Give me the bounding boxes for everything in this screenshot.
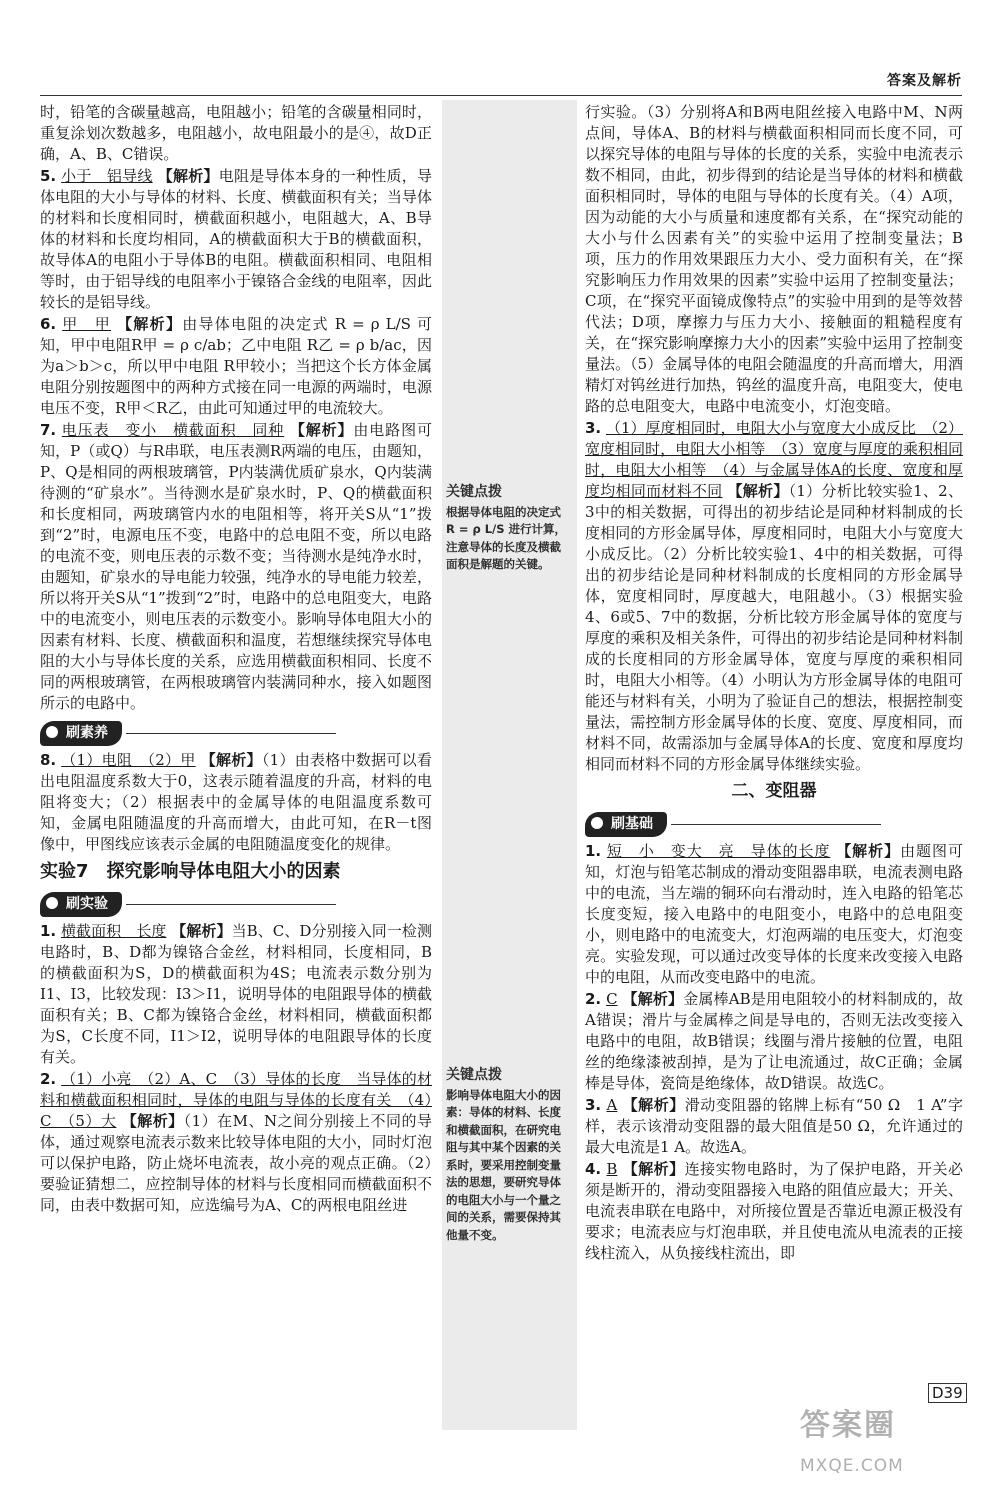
section-badge: 刷素养 <box>40 721 122 746</box>
basic-question-3 <box>585 1095 963 1158</box>
callout-title: 关键点拨 <box>446 484 502 500</box>
analysis-tag: 【解析】 <box>157 167 219 185</box>
answer: A <box>606 1096 618 1114</box>
experiment-question-1 <box>40 921 432 1068</box>
analysis-text: 金属棒AB是用电阻较小的材料制成的，故A错误；滑片与金属棒之间是导电的，否则无法改变接入电路中的电阻，故B错误；线圈与滑片接触的位置，电阻丝的绝缘漆被刮掉，是为了让电流通过，故C正确；金属棒是导体，瓷筒是绝缘体，故D错误。故选C。 <box>585 990 963 1092</box>
question-3 <box>585 418 963 775</box>
section-badge-row <box>40 715 432 750</box>
section-badge-row <box>40 886 432 921</box>
basic-question-1 <box>585 841 963 988</box>
answer: 横截面积 长度 <box>60 922 167 940</box>
analysis-tag: 【解析】 <box>117 315 183 333</box>
question-number: 1. <box>585 842 602 860</box>
watermark <box>800 1400 970 1476</box>
analysis-tag: 【解析】 <box>727 482 789 500</box>
callout-title: 关键点拨 <box>446 1067 502 1083</box>
right-column <box>585 102 963 1265</box>
paragraph: 时，铅笔的含碳量越高，电阻越小；铅笔的含碳量相同时，重复涂划次数越多，电阻越小，故电阻最小的是④，故D正确，A、B、C错误。 <box>40 103 432 163</box>
section-badge: 刷基础 <box>585 812 667 837</box>
badge-rule <box>671 824 881 825</box>
question-number: 2. <box>40 1070 57 1088</box>
answer: C <box>606 990 618 1008</box>
analysis-text: 滑动变阻器的铭牌上标有“50 Ω 1 A”字样，表示该滑动变阻器的最大阻值是50 Ω，允许通过的最大电流是1 A。故选A。 <box>585 1096 963 1156</box>
analysis-tag: 【解析】 <box>622 1160 685 1178</box>
question-number: 2. <box>585 990 602 1008</box>
answer: 甲 甲 <box>62 315 112 333</box>
page-number: D39 <box>928 1383 967 1403</box>
question-7 <box>40 420 432 714</box>
analysis-text: （1）由表格中数据可以看出电阻温度系数大于0，这表示随着温度的升高，材料的电阻将变大；（2）根据表中的金属导体的电阻温度系数可知，金属电阻随温度的升高而增大，由此可知，在R－t图像中，甲图线应该表示金属的电阻随温度变化的规律。 <box>40 751 432 853</box>
question-number: 6. <box>40 315 57 333</box>
basic-question-4 <box>585 1159 963 1264</box>
question-number: 4. <box>585 1160 602 1178</box>
paragraph: 行实验。（3）分别将A和B两电阻丝接入电路中M、N两点间，导体A、B的材料与横截面积相同而长度不同，可以探究导体的电阻与导体的长度的关系，实验中电流表示数不相同，由此，初步得到的结论是当导体的材料和横截面积相同时，导体的电阻与导体的长度有关。（4）A项，因为动能的大小与质量和速度都有关系，在“探究动能的大小与什么因素有关”的实验中运用了控制变量法；B项，压力的作用效果跟压力大小、受力面积有关，在“探究影响压力作用效果的因素”实验中运用了控制变量法；C项，在“探究平面镜成像特点”的实验中用到的是等效替代法；D项，摩擦力与压力大小、接触面的粗糙程度有关，在“探究影响摩擦力大小的因素”实验中运用了控制变量法。（5）金属导体的电阻会随温度的升高而增大，用酒精灯对钨丝进行加热，钨丝的温度升高，电阻变大，使电路的总电阻变大，电路中电流变小，灯泡变暗。 <box>585 103 963 415</box>
left-column <box>40 102 432 1217</box>
analysis-text: 电阻是导体本身的一种性质，导体电阻的大小与导体的材料、长度、横截面积有关；当导体的材料和长度相同时，横截面积越小，电阻越大，A、B导体的材料和长度均相同，A的横截面积大于B的横截面积，故导体A的电阻小于导体B的电阻。横截面积相同、电阻相等时，由于铝导线的电阻率小于镍铬合金线的电阻率，因此较长的是铝导线。 <box>40 167 432 311</box>
answer: 短 小 变大 亮 导体的长度 <box>606 842 831 860</box>
question-6 <box>40 314 432 419</box>
callout-text: 影响导体电阻大小的因素：导体的材料、长度和横截面积，在研究电阻与其中某个因素的关系时，要采用控制变量法的思想，要研究导体的电阻大小与一个量之间的关系，需要保持其他量不变。 <box>446 1087 561 1242</box>
watermark-logo-text: 答案圈 <box>800 1408 896 1443</box>
question-number: 8. <box>40 751 57 769</box>
key-tip-callout-2 <box>446 1067 572 1244</box>
answer: 电压表 变小 横截面积 同种 <box>61 421 285 439</box>
analysis-text: 连接实物电路时，为了保护电路，开关必须是断开的，滑动变阻器接入电路的阻值应最大；开关、电流表串联在电路中，对所接位置是否靠近电源正极没有要求；电流表应与灯泡串联，并且使电流从电流表的正接线柱流入，从负接线柱流出，即 <box>585 1160 963 1262</box>
badge-rule <box>126 733 336 734</box>
question-number: 3. <box>585 419 602 437</box>
answer: （1）小亮 （2）A、C （3）导体的长度 当导体的材料和横截面积相同时，导体的电阻与导体的长度有关 （4）C （5）大 <box>40 1070 432 1130</box>
section-badge: 刷实验 <box>40 892 122 917</box>
answer: （1）电阻 （2）甲 <box>61 751 196 769</box>
question-number: 1. <box>40 922 57 940</box>
analysis-text: 由题图可知，灯泡与铅笔芯制成的滑动变阻器串联，电流表测电路中的电流，当左端的铜环向右滑动时，连入电路的铅笔芯长度变短，接入电路中的电阻变小，电路中的总电阻变小，则电路中的电流变大，灯泡两端的电压变大，灯泡变亮。实验发现，可以通过改变导体的长度来改变接入电路中的电阻，从而改变电路中的电流。 <box>585 842 963 986</box>
analysis-text: 当B、C、D分别接入同一检测电路时，B、D都为镍铬合金丝，材料相同，长度相同，B的横截面积为S，D的横截面积为4S；电流表示数分别为I1、I3，比较发现：I3＞I1，说明导体的电阻跟导体的横截面积有关；B、C都为镍铬合金丝，材料相同，横截面积都为S，C长度不同，I1＞I2，说明导体的电阻跟导体的长度有关。 <box>40 922 432 1066</box>
question-number: 7. <box>40 421 57 439</box>
section-title: 实验7 探究影响导体电阻大小的因素 <box>40 861 341 882</box>
section-badge-row <box>585 806 963 841</box>
watermark-url: MXQE.COM <box>800 1456 904 1476</box>
key-tip-callout-1 <box>446 484 572 574</box>
page-header: 答案及解析 <box>887 73 962 89</box>
analysis-tag: 【解析】 <box>836 842 901 860</box>
analysis-tag: 【解析】 <box>622 990 684 1008</box>
question-number: 5. <box>40 167 57 185</box>
answer: （1）厚度相同时，电阻大小与宽度大小成反比 （2）宽度相同时，电阻大小相等 （3）宽度与厚度的乘积相同时，电阻大小相等 （4）与金属导体A的长度、宽度和厚度均相同而材料不同 <box>585 419 963 500</box>
analysis-tag: 【解析】 <box>121 1112 184 1130</box>
basic-question-2 <box>585 989 963 1094</box>
analysis-text: 由电路图可知，P（或Q）与R串联，电压表测R两端的电压，由题知，P、Q是相同的两根玻璃管，P内装满优质矿泉水，Q内装满待测的“矿泉水”。当待测水是矿泉水时，P、Q的横截面积和长度相同，两玻璃管内水的电阻相等，将开关S从“1”拨到“2”时，电源电压不变，电路中的总电阻不变，所以电路的电流不变，则电压表的示数不变；当待测水是纯净水时，由题知，矿泉水的导电能力较强，纯净水的导电能力较差，所以将开关S从“1”拨到“2”时，电路中的总电阻变大，电路中的电流变小，则电压表的示数变小。影响导体电阻大小的因素有材料、长度、横截面积和温度，若想继续探究导体电阻的大小与导体长度的关系，应选用横截面积相同、长度不同的两根玻璃管，在两根玻璃管内装满同种水，接入如题图所示的电路中。 <box>40 421 432 712</box>
section-title: 二、变阻器 <box>731 781 817 801</box>
analysis-tag: 【解析】 <box>171 922 232 940</box>
analysis-tag: 【解析】 <box>289 421 354 439</box>
question-number: 3. <box>585 1096 602 1114</box>
analysis-tag: 【解析】 <box>622 1096 685 1114</box>
analysis-text: （1）分析比较实验1、2、3中的相关数据，可得出的初步结论是同种材料制成的长度相同的方形金属导体，厚度相同时，电阻大小与宽度大小成反比。（2）分析比较实验1、4中的相关数据，可得出的初步结论是同种材料制成的长度相同的方形金属导体，宽度相同时，厚度越大，电阻越小。（3）根据实验4、6或5、7中的数据，分析比较方形金属导体的宽度与厚度的乘积及相关条件，可得出的初步结论是同种材料制成的长度相同的方形金属导体，宽度与厚度的乘积相同时，电阻大小相等。（4）小明认为方形金属导体的电阻可能还与材料有关，小明为了验证自己的想法，根据控制变量法，需控制方形金属导体的长度、宽度、厚度相同，而材料不同，故需添加与金属导体A的长度、宽度和厚度均相同而材料不同的方形金属导体继续实验。 <box>585 482 963 773</box>
badge-rule <box>126 904 336 905</box>
experiment-question-2 <box>40 1069 432 1216</box>
callout-text: 根据导体电阻的决定式 R = ρ L/S 进行计算，注意导体的长度及横截面积是解题的关键。 <box>446 504 567 571</box>
answer: B <box>606 1160 618 1178</box>
answer: 小于 铝导线 <box>61 167 153 185</box>
question-8 <box>40 750 432 855</box>
question-5 <box>40 166 432 313</box>
analysis-text: 由导体电阻的决定式 R = ρ L/S 可知，甲中电阻R甲 = ρ c/ab；乙中电阻 R乙 = ρ b/ac，因为a＞b＞c，所以甲中电阻 R甲较小；当把这个长方体金属电阻分别按题图中的两种方式接在同一电源的两端时，电源电压不变，R甲＜R乙，由此可知通过甲的电流较大。 <box>40 315 432 417</box>
header-rule <box>40 95 962 96</box>
analysis-text: （1）在M、N之间分别接上不同的导体，通过观察电流表示数来比较导体电阻的大小，同时灯泡可以保护电路，防止烧坏电流表，故小亮的观点正确。（2）要验证猜想二，应控制导体的材料与长度相同而横截面积不同，由表中数据可知，应选编号为A、C的两根电阻丝进 <box>40 1112 432 1214</box>
analysis-tag: 【解析】 <box>200 751 262 769</box>
